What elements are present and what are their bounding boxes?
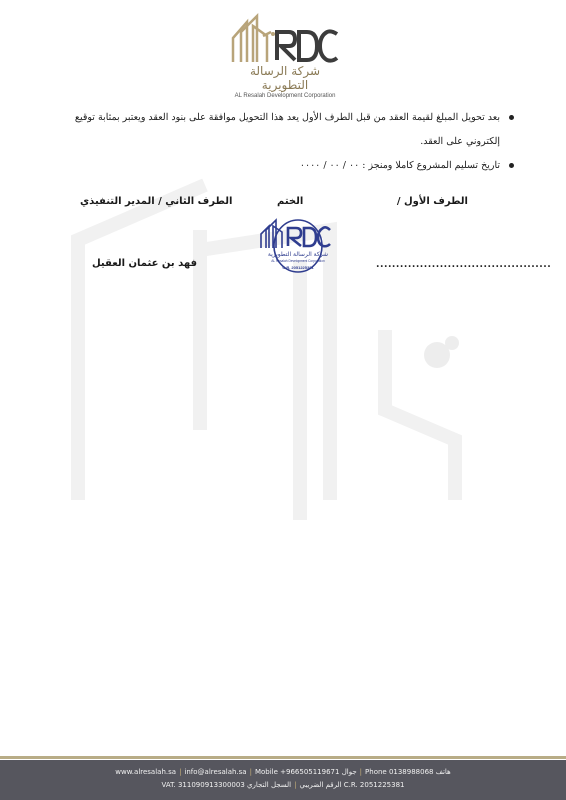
footer-contact-row: www.alresalah.sa | info@alresalah.sa | Mobile +966505119671 جوال | Phone 0138988068 هاتف — [115, 768, 451, 776]
clause-transfer: بعد تحويل المبلغ لقيمة العقد من قبل الطرف الأول يعد هذا التحويل موافقة على بنود العقد ويعتبر بمثابة توقيع إلكتروني على العقد. — [54, 106, 514, 154]
second-party-name: فهد بن عثمان العقيل — [92, 258, 198, 269]
first-party-signature-line: ............................................ — [376, 259, 552, 270]
footer-phone: Phone 0138988068 هاتف — [365, 768, 451, 776]
footer-accent-line — [0, 756, 566, 759]
contract-clauses — [54, 106, 514, 178]
company-logo — [225, 12, 345, 99]
footer-website[interactable]: www.alresalah.sa — [115, 768, 177, 776]
stamp-name-english: AL Resalah Development Corporation — [271, 259, 325, 263]
stamp-cr-number: C.R. 2051225381 — [282, 265, 314, 270]
logo-name-arabic: شركة الرسالة التطويرية — [249, 64, 321, 92]
company-stamp — [258, 212, 334, 274]
footer-registration-row: VAT. 311090913300003 الرقم الضريبي|السجل التجاري C.R. 2051225381 — [161, 781, 405, 789]
page-footer — [0, 760, 566, 800]
stamp-label: الختم — [277, 196, 304, 207]
stamp-name-arabic: شركة الرسالة التطويرية — [267, 251, 329, 258]
footer-email[interactable]: info@alresalah.sa — [184, 768, 247, 776]
footer-vat: VAT. 311090913300003 الرقم الضريبي — [161, 781, 342, 789]
stamp-seal-icon — [258, 212, 334, 274]
clause-delivery-date: تاريخ تسليم المشروع كاملا ومنجز : ٠٠ / ٠٠ / ٠٠٠٠ — [54, 154, 514, 178]
footer-cr: السجل التجاري C.R. 2051225381 — [247, 781, 405, 789]
footer-mobile: Mobile +966505119671 جوال — [254, 768, 357, 776]
rdc-logo-icon — [229, 12, 341, 64]
second-party-label: الطرف الثاني / المدير التنفيذي — [80, 196, 233, 207]
logo-name-english: AL Resalah Development Corporation — [234, 93, 336, 99]
first-party-label: الطرف الأول / — [396, 196, 468, 207]
